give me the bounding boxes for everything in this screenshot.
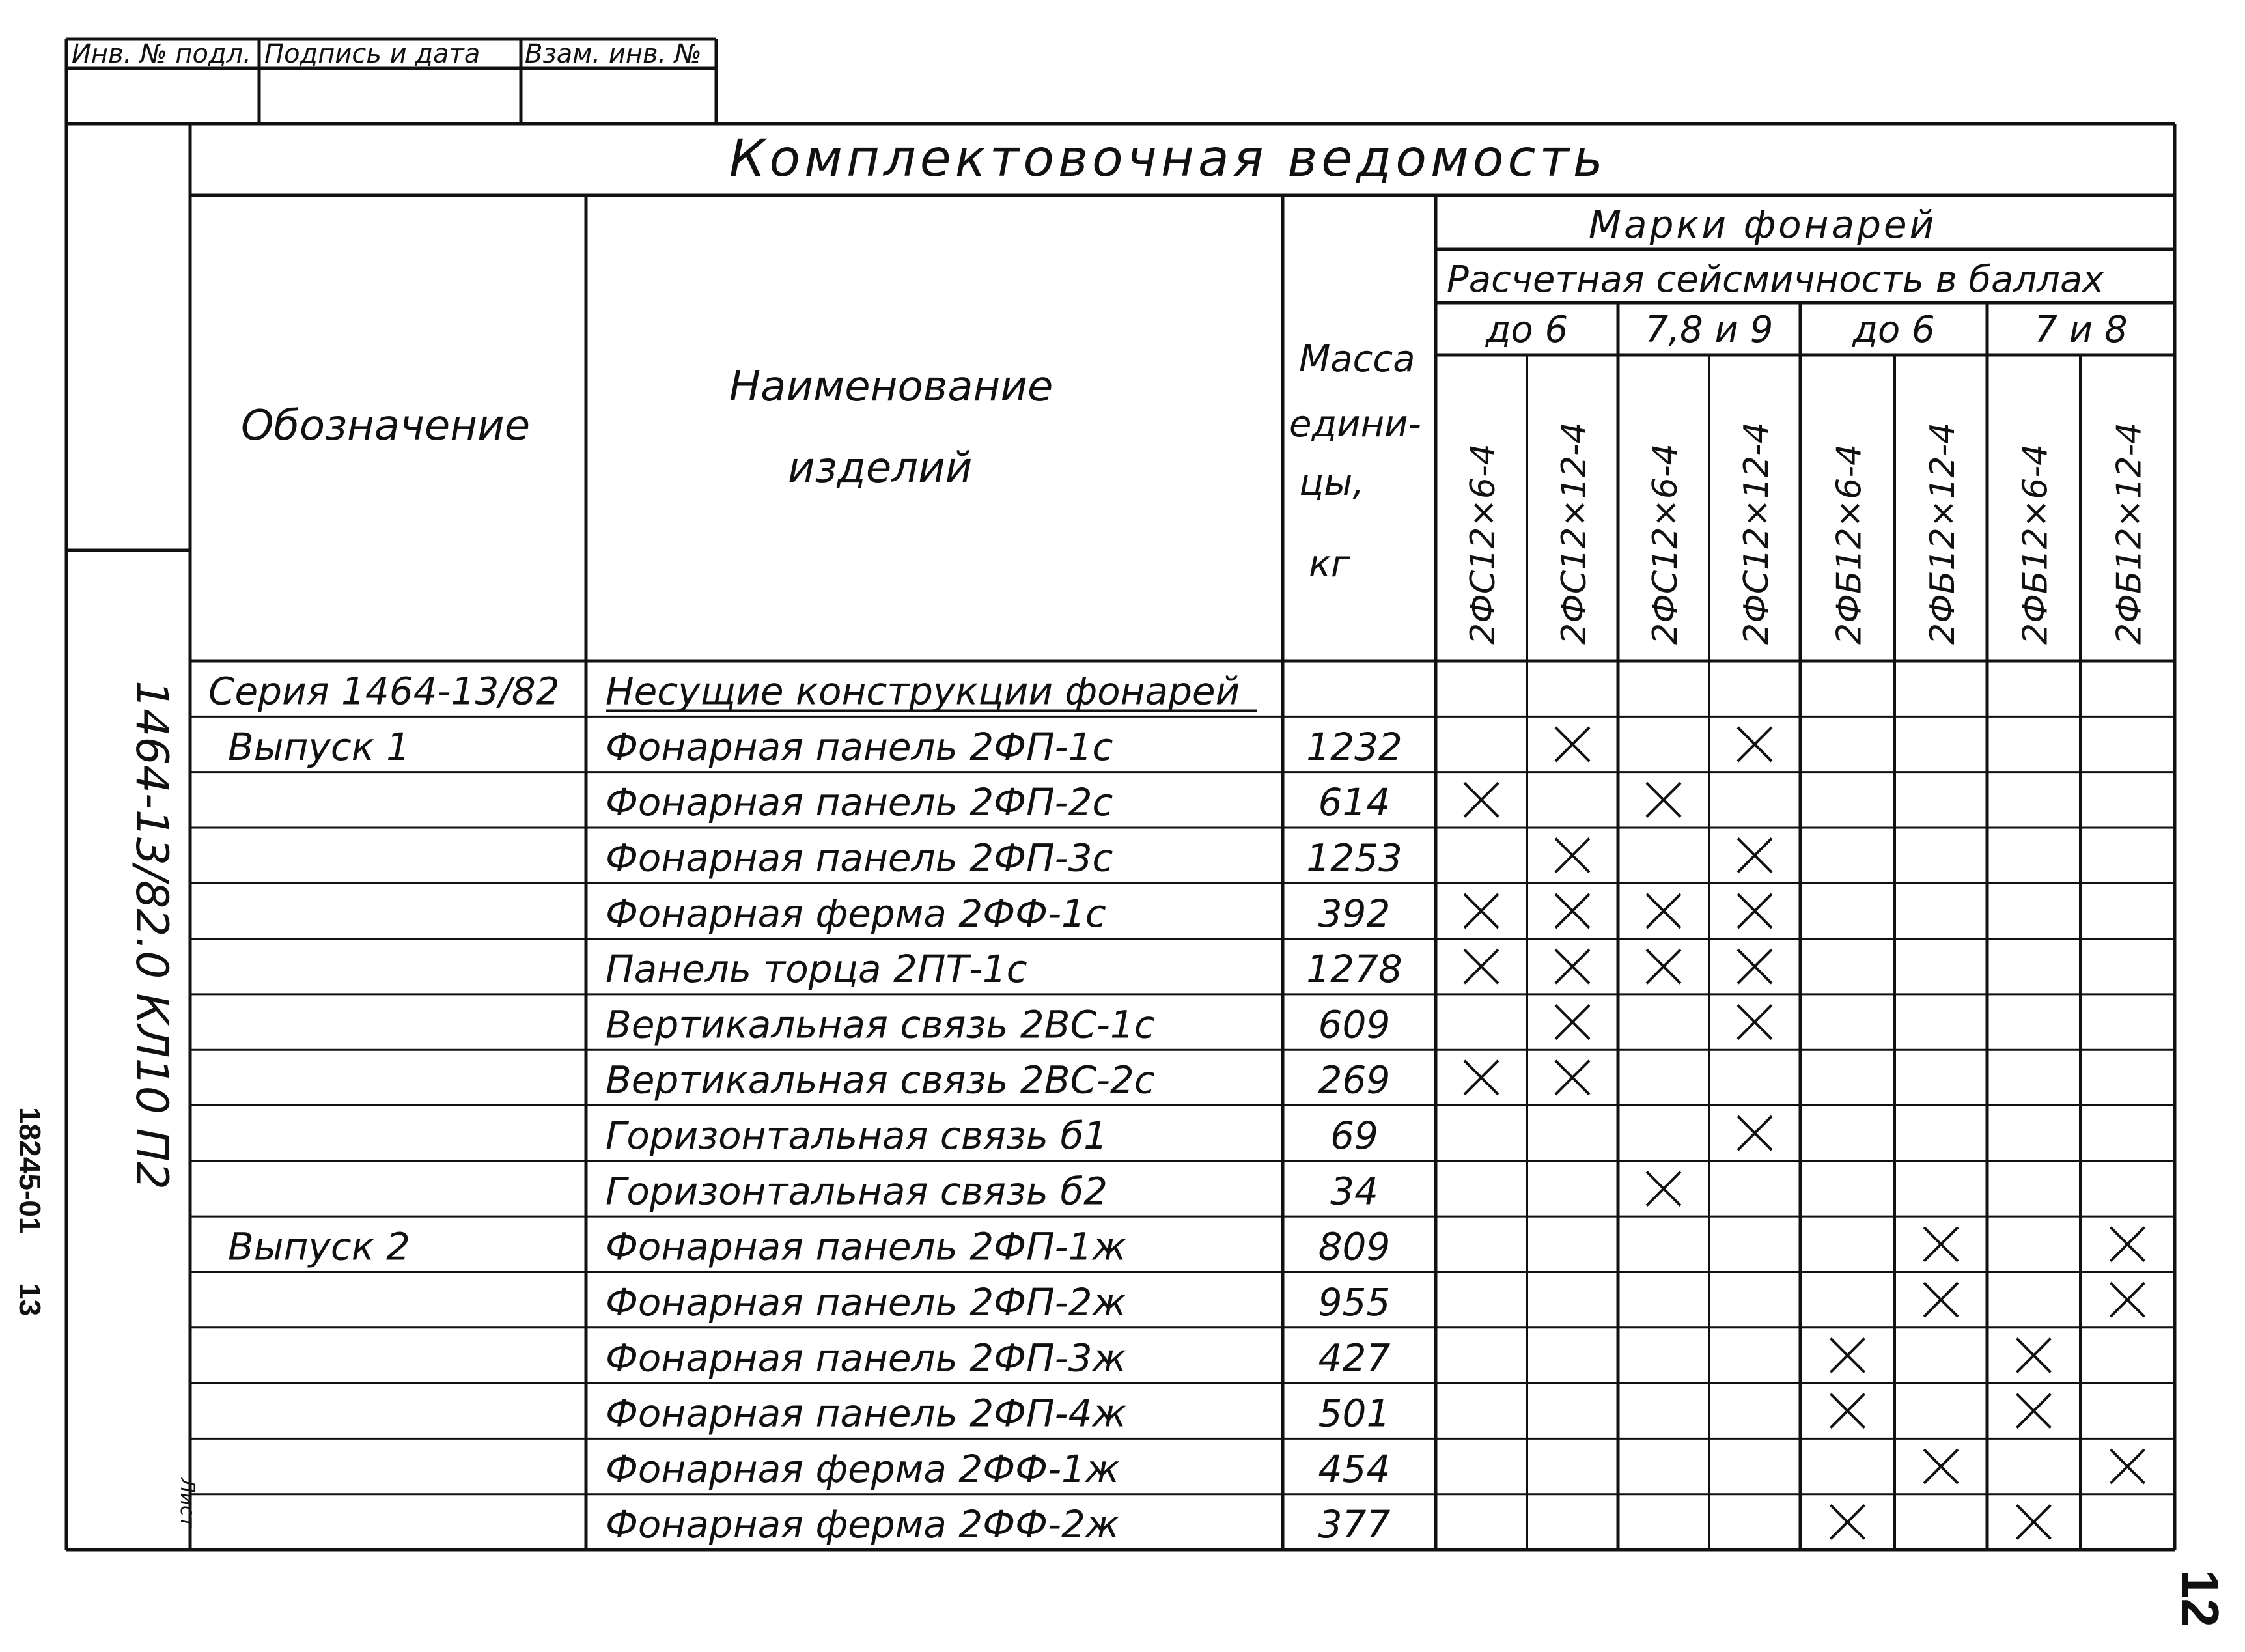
- mark-cross-icon: [1738, 1005, 1772, 1039]
- row-mass: 1253: [1306, 835, 1402, 880]
- seismic-group-4: 7 и 8: [2034, 309, 2128, 351]
- mark-cross-icon: [1464, 783, 1498, 817]
- header-designation: Обозначение: [241, 402, 531, 450]
- header-marks-title: Марки фонарей: [1589, 203, 1937, 247]
- side-designation: 1464-13/82.0 КЛ10 П2: [126, 680, 177, 1190]
- row-mass: 427: [1318, 1336, 1391, 1380]
- document-title: Комплектовочная ведомость: [729, 130, 1607, 188]
- stamp-header-replace: Взам. инв. №: [525, 39, 702, 69]
- row-mass: 34: [1330, 1169, 1378, 1214]
- mark-cross-icon: [1831, 1394, 1865, 1428]
- mark-cross-icon: [1647, 894, 1680, 928]
- mark-column-2: 2ФС12×12-4: [1555, 422, 1594, 645]
- mark-cross-icon: [1924, 1283, 1958, 1317]
- row-name: Фонарная панель 2ФП-4ж: [606, 1391, 1126, 1436]
- mark-column-8: 2ФБ12×12-4: [2110, 422, 2149, 645]
- row-name: Фонарная панель 2ФП-1с: [606, 724, 1113, 769]
- mark-cross-icon: [1555, 949, 1589, 983]
- row-name: Несущие конструкции фонарей: [606, 669, 1240, 714]
- page-number: 12: [2171, 1569, 2229, 1627]
- mark-cross-icon: [1647, 949, 1680, 983]
- row-mass: 609: [1318, 1002, 1391, 1047]
- row-name: Фонарная панель 2ФП-1ж: [606, 1224, 1126, 1269]
- row-mass: 1232: [1306, 724, 1402, 769]
- row-mass: 69: [1330, 1113, 1378, 1158]
- row-name: Фонарная панель 2ФП-3с: [606, 835, 1113, 880]
- seismic-group-2: 7,8 и 9: [1645, 309, 1774, 351]
- stamp-header-signature: Подпись и дата: [264, 39, 481, 69]
- mark-cross-icon: [1738, 894, 1772, 928]
- row-designation: Выпуск 2: [228, 1224, 411, 1269]
- row-mass: 269: [1318, 1057, 1391, 1102]
- lantern-marks: [1464, 355, 2149, 1550]
- mark-cross-icon: [2111, 1283, 2145, 1317]
- mark-cross-icon: [1647, 1171, 1680, 1205]
- mark-column-7: 2ФБ12×6-4: [2016, 443, 2056, 645]
- row-mass: 809: [1318, 1224, 1391, 1269]
- row-name: Горизонтальная связь б2: [606, 1169, 1108, 1214]
- mark-cross-icon: [1647, 783, 1680, 817]
- row-name: Вертикальная связь 2ВС-2с: [606, 1057, 1155, 1102]
- mark-column-4: 2ФС12×12-4: [1737, 422, 1776, 645]
- row-mass: 454: [1318, 1446, 1391, 1491]
- mark-cross-icon: [2111, 1227, 2145, 1261]
- row-name: Фонарная панель 2ФП-2с: [606, 780, 1113, 825]
- header-mass-line3: цы,: [1299, 462, 1365, 504]
- row-designation: Выпуск 1: [228, 724, 411, 769]
- mark-cross-icon: [2017, 1394, 2051, 1428]
- mark-cross-icon: [1464, 949, 1498, 983]
- row-mass: 614: [1318, 780, 1391, 825]
- seismic-group-1: до 6: [1485, 309, 1569, 351]
- row-designation: Серия 1464-13/82: [208, 669, 560, 714]
- header-seismic-title: Расчетная сейсмичность в баллах: [1447, 259, 2104, 301]
- mark-cross-icon: [2111, 1449, 2145, 1483]
- header-mass-line4: кг: [1309, 543, 1350, 585]
- mark-cross-icon: [1555, 839, 1589, 873]
- side-sheet-label: Лист: [176, 1478, 199, 1528]
- mark-column-1: 2ФС12×6-4: [1464, 443, 1503, 645]
- mark-cross-icon: [1464, 894, 1498, 928]
- mark-cross-icon: [1555, 894, 1589, 928]
- table-header: [241, 203, 2104, 585]
- mark-cross-icon: [1738, 949, 1772, 983]
- row-name: Фонарная ферма 2ФФ-1ж: [606, 1446, 1120, 1491]
- row-mass: 1278: [1306, 947, 1402, 992]
- mark-column-3: 2ФС12×6-4: [1646, 443, 1685, 645]
- header-mass-line2: едини-: [1289, 403, 1421, 445]
- header-name-line2: изделий: [788, 444, 973, 492]
- mark-cross-icon: [1738, 1116, 1772, 1150]
- mark-cross-icon: [1738, 839, 1772, 873]
- row-mass: 501: [1318, 1391, 1391, 1436]
- row-name: Фонарная панель 2ФП-3ж: [606, 1336, 1126, 1380]
- side-code: 18245-01: [13, 1107, 47, 1234]
- row-mass: 392: [1318, 891, 1391, 936]
- row-name: Фонарная ферма 2ФФ-2ж: [606, 1502, 1120, 1547]
- mark-cross-icon: [1831, 1338, 1865, 1372]
- header-name-line1: Наименование: [729, 363, 1053, 411]
- mark-cross-icon: [1924, 1227, 1958, 1261]
- mark-cross-icon: [1555, 727, 1589, 761]
- mark-cross-icon: [2017, 1338, 2051, 1372]
- mark-column-6: 2ФБ12×12-4: [1923, 422, 1962, 645]
- mark-cross-icon: [1555, 1061, 1589, 1095]
- row-name: Горизонтальная связь б1: [606, 1113, 1108, 1158]
- mark-cross-icon: [1738, 727, 1772, 761]
- stamp-header-inv: Инв. № подл.: [72, 39, 251, 69]
- mark-cross-icon: [2017, 1505, 2051, 1539]
- mark-cross-icon: [1924, 1449, 1958, 1483]
- side-number: 13: [13, 1283, 47, 1317]
- mark-cross-icon: [1555, 1005, 1589, 1039]
- row-name: Вертикальная связь 2ВС-1с: [606, 1002, 1155, 1047]
- mark-cross-icon: [1464, 1061, 1498, 1095]
- row-mass: 377: [1318, 1502, 1391, 1547]
- row-name: Фонарная панель 2ФП-2ж: [606, 1280, 1126, 1324]
- mark-cross-icon: [1831, 1505, 1865, 1539]
- table-body: [190, 669, 2175, 1547]
- seismic-group-3: до 6: [1852, 309, 1935, 351]
- mark-column-5: 2ФБ12×6-4: [1830, 443, 1869, 645]
- row-mass: 955: [1318, 1280, 1391, 1324]
- header-mass-line1: Масса: [1299, 338, 1415, 380]
- row-name: Фонарная ферма 2ФФ-1с: [606, 891, 1106, 936]
- row-name: Панель торца 2ПТ-1с: [606, 947, 1027, 992]
